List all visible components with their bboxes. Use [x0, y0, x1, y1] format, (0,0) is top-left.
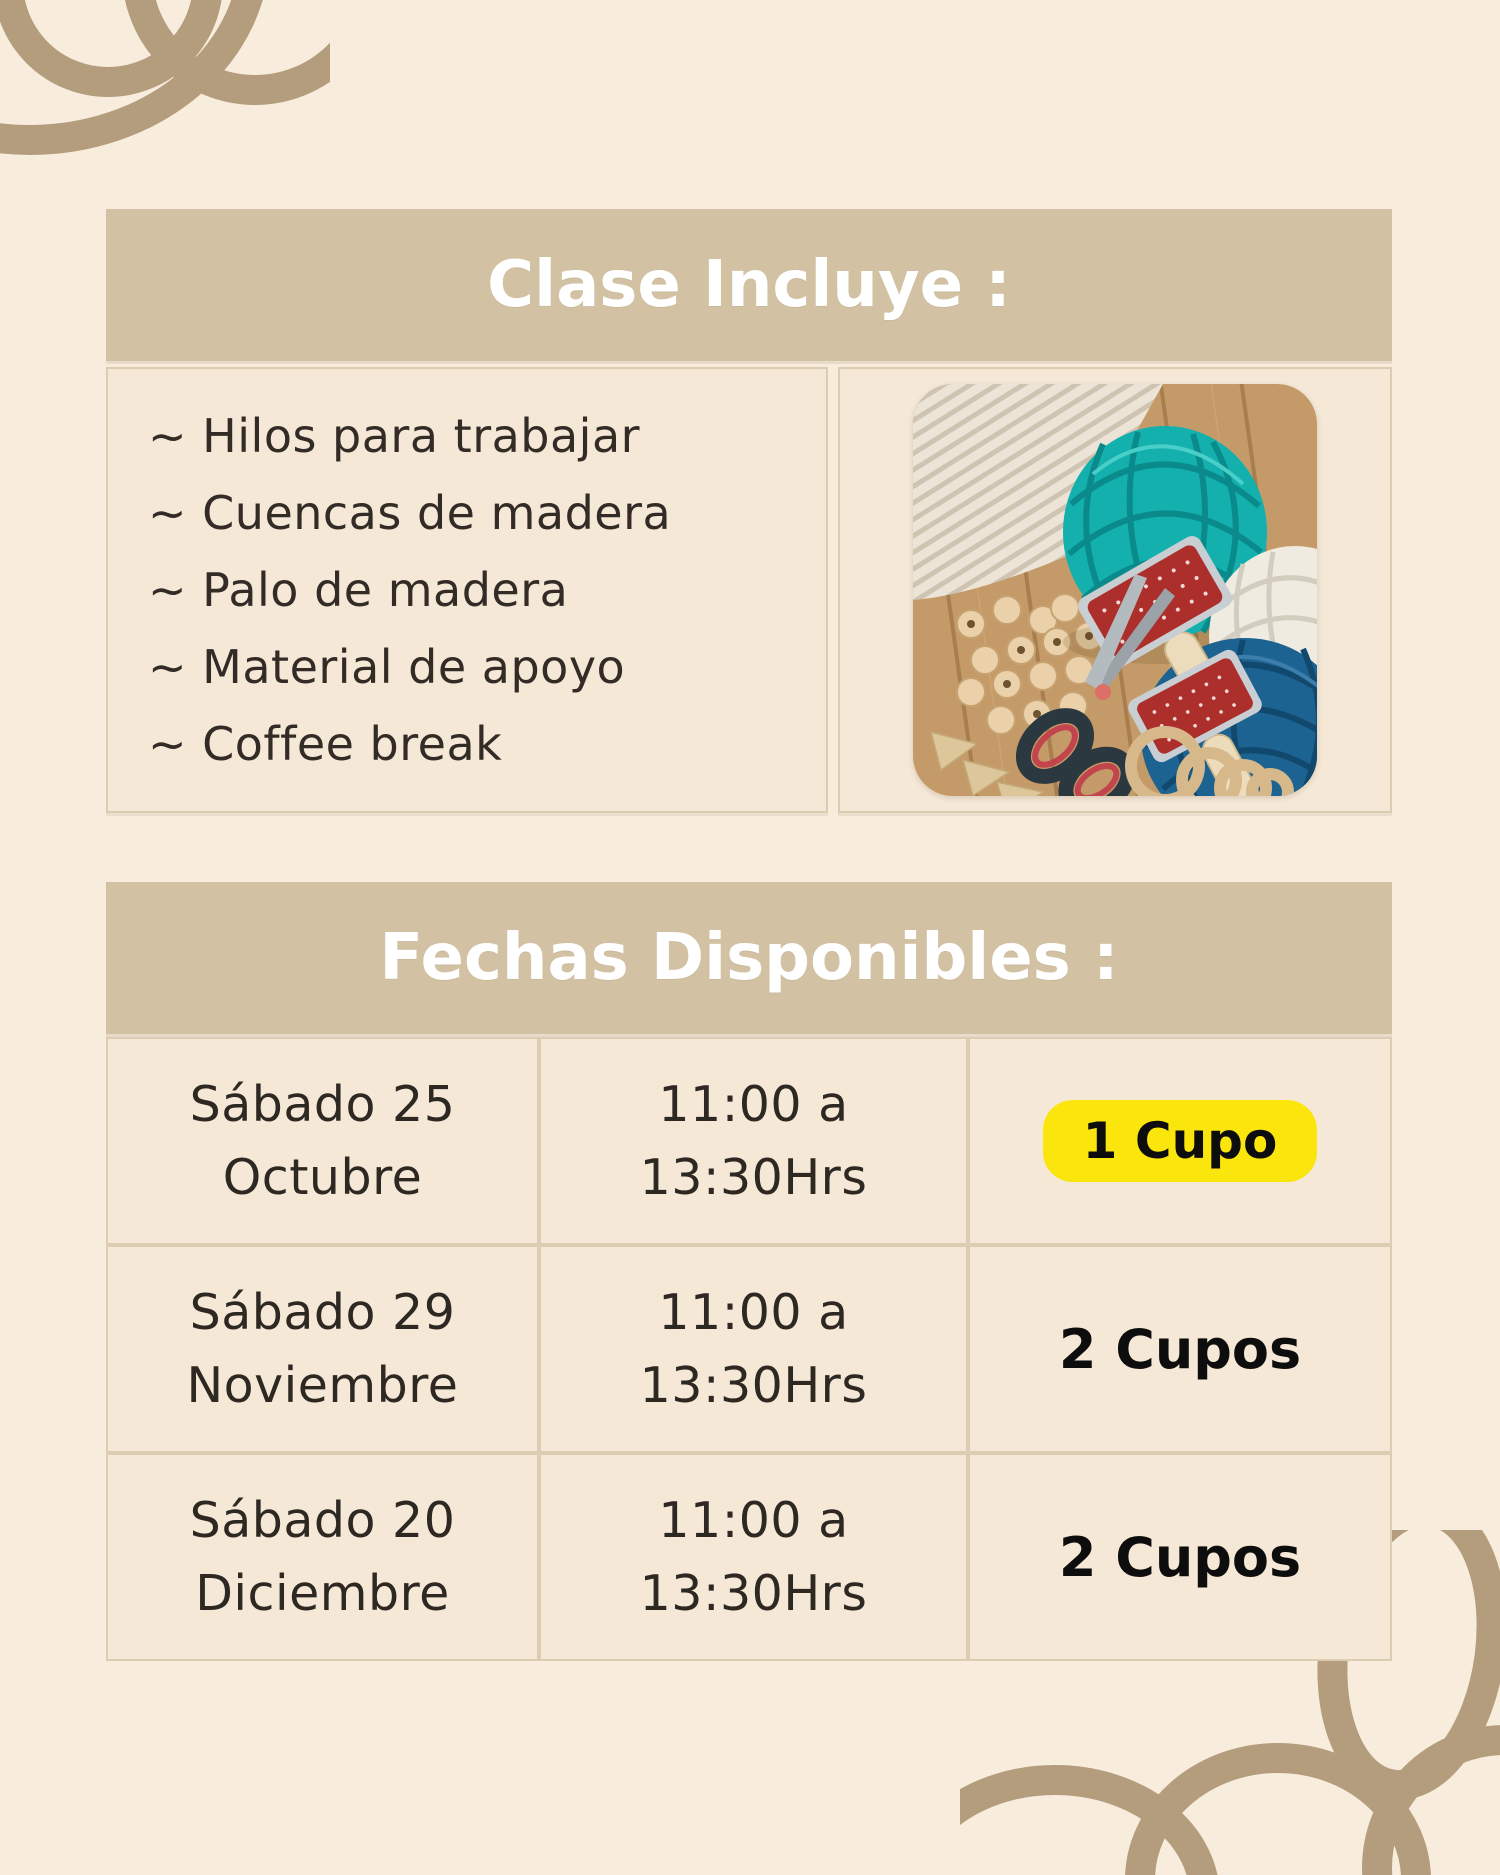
includes-body: [106, 367, 1392, 813]
materials-photo: [913, 384, 1317, 796]
time-line: 13:30Hrs: [639, 1357, 868, 1414]
date-cell: [106, 1453, 539, 1661]
dates-table: [106, 1037, 1392, 1661]
slots-label: 2 Cupos: [1058, 1317, 1302, 1381]
date-line: Noviembre: [186, 1357, 459, 1414]
time-cell: [539, 1453, 968, 1661]
date-cell: [106, 1245, 539, 1453]
includes-item: ~ Coffee break: [148, 717, 503, 771]
includes-item: ~ Cuencas de madera: [148, 486, 672, 540]
date-line: Sábado 29: [189, 1284, 456, 1341]
time-line: 11:00 a: [658, 1076, 849, 1133]
time-line: 11:00 a: [658, 1284, 849, 1341]
time-line: 13:30Hrs: [639, 1565, 868, 1622]
slots-highlight-badge: 1 Cupo: [1043, 1100, 1318, 1182]
includes-item: ~ Hilos para trabajar: [148, 409, 641, 463]
time-line: 11:00 a: [658, 1492, 849, 1549]
photo-panel: [838, 367, 1392, 813]
corner-scribble-top-left-icon: [0, 0, 330, 185]
slots-label: 2 Cupos: [1058, 1525, 1302, 1589]
time-line: 13:30Hrs: [639, 1149, 868, 1206]
includes-list-panel: [106, 367, 828, 813]
includes-title: Clase Incluye :: [487, 248, 1011, 322]
slots-cell: [968, 1037, 1392, 1245]
date-cell: [106, 1037, 539, 1245]
time-cell: [539, 1037, 968, 1245]
includes-header: [106, 209, 1392, 361]
time-cell: [539, 1245, 968, 1453]
date-line: Sábado 25: [189, 1076, 456, 1133]
slots-cell: [968, 1245, 1392, 1453]
includes-item: ~ Material de apoyo: [148, 640, 626, 694]
slots-cell: [968, 1453, 1392, 1661]
includes-list: [108, 398, 671, 783]
dates-header: [106, 882, 1392, 1034]
dates-title: Fechas Disponibles :: [379, 921, 1119, 995]
includes-item: ~ Palo de madera: [148, 563, 569, 617]
date-line: Octubre: [222, 1149, 423, 1206]
date-line: Sábado 20: [189, 1492, 456, 1549]
date-line: Diciembre: [195, 1565, 450, 1622]
